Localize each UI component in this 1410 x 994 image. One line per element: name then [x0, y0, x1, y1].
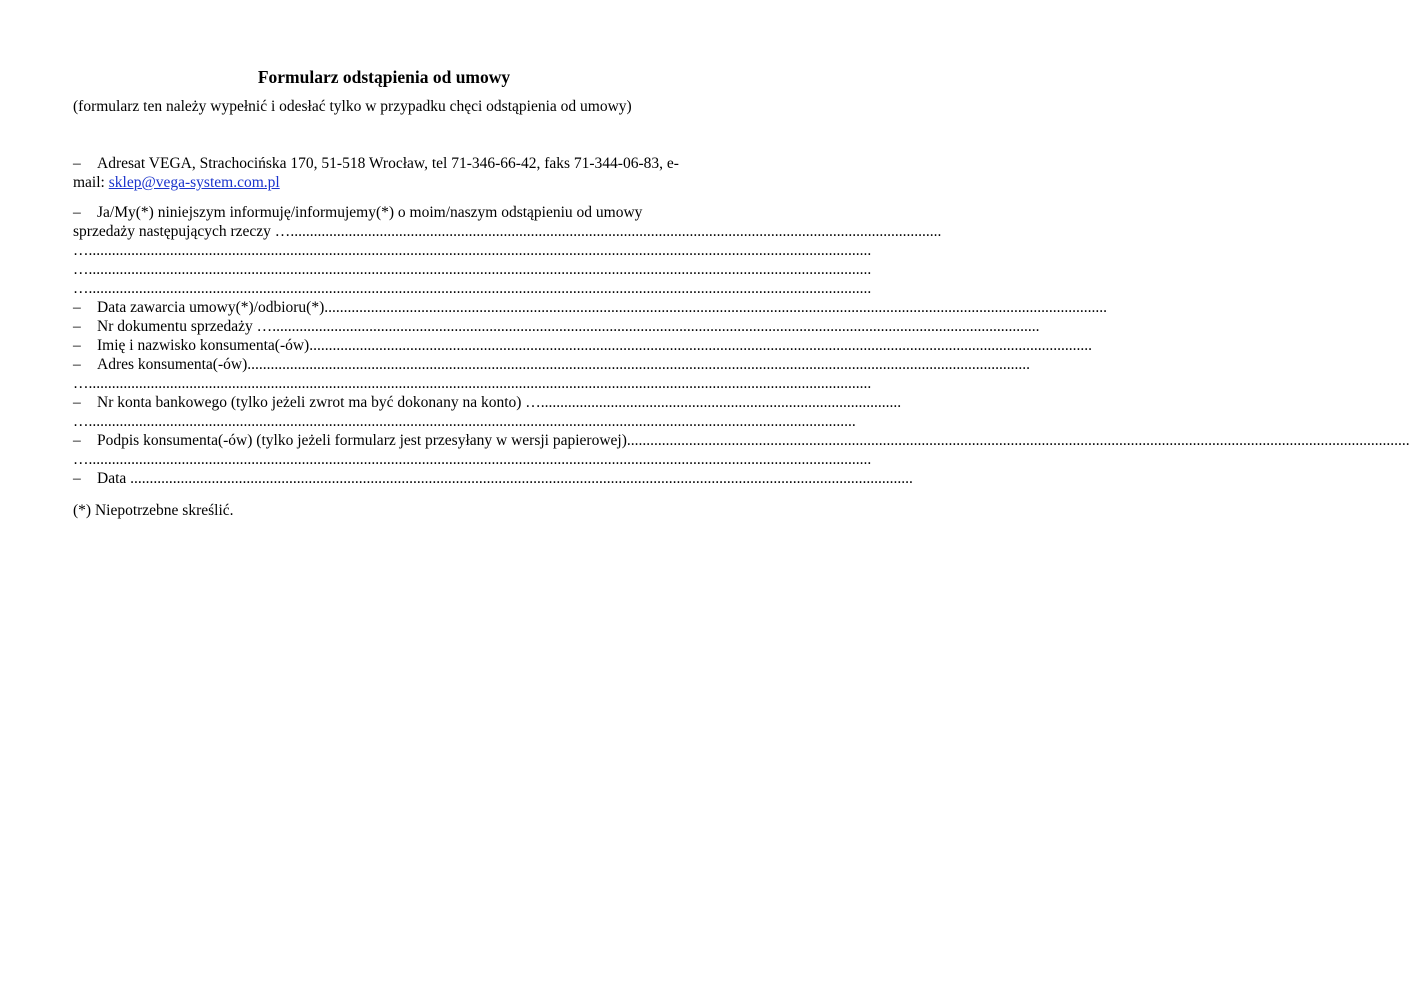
- list-dash: –: [73, 394, 81, 411]
- field-label: Podpis konsumenta(-ów) (tylko jeżeli formularz jest przesyłany w wersji papierowej): [97, 432, 627, 449]
- blank-line[interactable]: [73, 412, 856, 431]
- statement-text-2: sprzedaży następujących rzeczy …: [73, 223, 291, 240]
- field-signature[interactable]: [73, 431, 1410, 450]
- form-title: Formularz odstąpienia od umowy: [257, 67, 511, 87]
- list-dash: –: [73, 299, 81, 316]
- list-dash: –: [73, 204, 81, 221]
- statement-text-1: Ja/My(*) niniejszym informuję/informujemy(*) o moim/naszym odstąpieniu od umowy: [97, 204, 643, 221]
- dotted-fill: ..........................................................................................................................................................................................................: [88, 375, 872, 392]
- dotted-fill: ......................................................................................................................................................................................................: [272, 318, 1040, 335]
- dotted-fill: ..........................................................................................................................................................................................................: [88, 261, 872, 278]
- dotted-fill: ..........................................................................................................................................................................................................: [247, 356, 1030, 373]
- field-label: Nr konta bankowego (tylko jeżeli zwrot ma być dokonany na konto) …: [97, 394, 541, 411]
- addressee-text: Adresat VEGA, Strachocińska 170, 51-518 Wrocław, tel 71-346-66-42, faks 71-344-06-83, e-mail:: [73, 155, 679, 191]
- footnote: (*) Niepotrzebne skreślić.: [73, 502, 234, 519]
- email-link[interactable]: sklep@vega-system.com.pl: [108, 174, 280, 191]
- field-label: Data: [97, 470, 131, 487]
- ellipsis: …: [73, 413, 89, 430]
- addressee-line: [73, 154, 682, 192]
- field-label: Adres konsumenta(-ów): [97, 356, 248, 373]
- list-dash: –: [73, 318, 81, 335]
- list-dash: –: [73, 356, 81, 373]
- blank-line[interactable]: [73, 260, 872, 279]
- list-dash: –: [73, 470, 81, 487]
- field-bank-account[interactable]: [73, 393, 902, 412]
- blank-line[interactable]: [73, 374, 872, 393]
- statement-line-1: [73, 203, 682, 222]
- statement-line-2[interactable]: [73, 222, 942, 241]
- blank-line[interactable]: [73, 241, 872, 260]
- dotted-fill: ......................................................................................................................................................................................................: [88, 413, 856, 430]
- ellipsis: …: [73, 280, 89, 297]
- dotted-fill: ..........................................................................................................................................................................................................: [88, 242, 872, 259]
- field-sales-document[interactable]: [73, 317, 1040, 336]
- field-label: Imię i nazwisko konsumenta(-ów): [97, 337, 310, 354]
- list-dash: –: [73, 155, 81, 172]
- field-consumer-address[interactable]: [73, 355, 1030, 374]
- dotted-fill: ..........................................................................................................................................................................................................: [626, 432, 1410, 449]
- field-consumer-name[interactable]: [73, 336, 1092, 355]
- dotted-fill: .............................................................................................: [540, 394, 902, 411]
- dotted-fill: ..........................................................................................................................................................................................................: [130, 470, 913, 487]
- ellipsis: …: [73, 242, 89, 259]
- list-dash: –: [73, 432, 81, 449]
- ellipsis: …: [73, 451, 89, 468]
- blank-line[interactable]: [73, 279, 872, 298]
- dotted-fill: ..........................................................................................................................................................................................................: [88, 451, 872, 468]
- ellipsis: …: [73, 375, 89, 392]
- field-label: Data zawarcia umowy(*)/odbioru(*): [97, 299, 325, 316]
- dotted-fill: ..........................................................................................................................................................................................................: [88, 280, 872, 297]
- field-contract-date[interactable]: [73, 298, 1107, 317]
- form-subtitle: (formularz ten należy wypełnić i odesłać tylko w przypadku chęci odstąpienia od umowy): [73, 98, 632, 115]
- field-label: Nr dokumentu sprzedaży …: [97, 318, 273, 335]
- dotted-fill: ..........................................................................................................................................................................................................: [324, 299, 1107, 316]
- ellipsis: …: [73, 261, 89, 278]
- field-date[interactable]: [73, 469, 913, 488]
- list-dash: –: [73, 337, 81, 354]
- blank-line[interactable]: [73, 450, 872, 469]
- dotted-fill: ........................................................................................................................................................................: [290, 223, 942, 240]
- dotted-fill: ..........................................................................................................................................................................................................: [309, 337, 1092, 354]
